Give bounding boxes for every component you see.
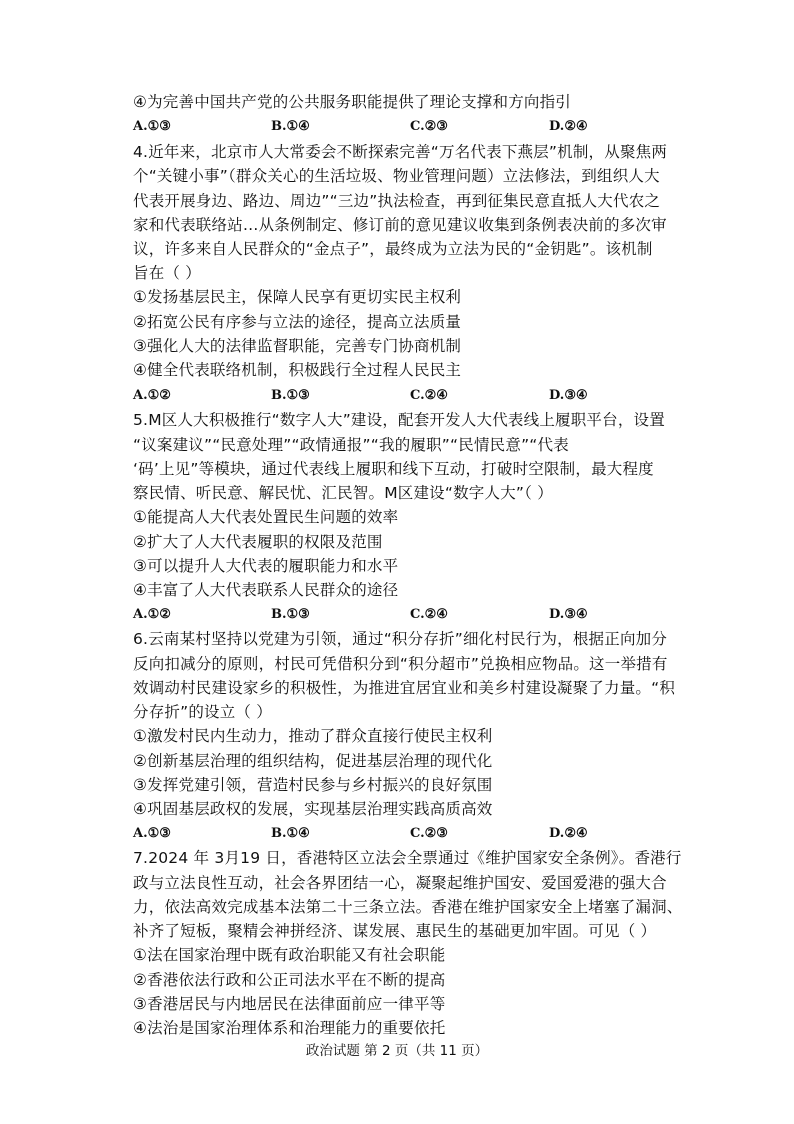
q7-stem-line-1: 7.2024 年 3月19 日，香港特区立法会全票通过《维护国家安全条例》。香港行 (133, 849, 682, 867)
q5-option-3: ③可以提升人大代表的履职能力和水平 (133, 557, 399, 575)
q7-option-1: ①法在国家治理中既有政治职能又有社会职能 (133, 946, 446, 964)
q7-stem-line-2: 政与立法良性互动，社会各界团结一心，凝聚起维护国安、爱国爱港的强大合 (133, 874, 667, 892)
q6-choice-d: D.②④ (549, 826, 588, 841)
q3-choice-b: B.①④ (271, 119, 310, 134)
q6-choice-c: C.②③ (410, 826, 448, 841)
q6-choice-b: B.①④ (271, 826, 310, 841)
q5-choice-a: A.①② (133, 607, 171, 622)
q6-option-3: ③发挥党建引领，营造村民参与乡村振兴的良好氛围 (133, 776, 493, 794)
q4-choice-a: A.①② (133, 388, 171, 403)
q4-option-1: ①发扬基层民主，保障人民享有更切实民主权利 (133, 288, 462, 306)
q5-stem-line-4: 察民情、听民意、解民忧、汇民智。M区建设“数字人大”（ ） (133, 484, 553, 502)
q4-choice-c: C.②④ (410, 388, 448, 403)
q5-choice-c: C.②④ (410, 607, 448, 622)
q6-stem-line-2: 反向扣减分的原则，村民可凭借积分到“积分超市”兑换相应物品。这一举措有 (133, 655, 668, 673)
q6-option-2: ②创新基层治理的组织结构，促进基层治理的现代化 (133, 752, 493, 770)
q5-stem-line-3: ‘码’上见”等模块，通过代表线上履职和线下互动，打破时空限制，最大程度 (133, 460, 654, 478)
page-footer: 政治试题 第 2 页（共 11 页） (305, 1043, 489, 1059)
q7-option-4: ④法治是国家治理体系和治理能力的重要依托 (133, 1019, 446, 1037)
q4-stem-line-5: 议，许多来自人民群众的“金点子”，最终成为立法为民的“金钥匙”。该机制 (133, 240, 653, 258)
q4-option-3: ③强化人大的法律监督职能，完善专门协商机制 (133, 337, 462, 355)
q3-choice-a: A.①③ (133, 119, 171, 134)
q6-stem-line-3: 效调动村民建设家乡的积极性，为推进宜居宜业和美乡村建设凝聚了力量。“积 (133, 679, 676, 697)
q7-option-2: ②香港依法行政和公正司法水平在不断的提高 (133, 971, 446, 989)
q7-option-3: ③香港居民与内地居民在法律面前应一律平等 (133, 995, 446, 1013)
q4-stem-line-2: 个“关键小事”（群众关心的生活垃圾、物业管理问题）立法修法，到组织人大 (133, 167, 660, 185)
q5-choice-b: B.①③ (271, 607, 310, 622)
q4-stem-line-3: 代表开展身边、路边、周边”“三边”执法检查，再到征集民意直抵人大代农之 (133, 192, 661, 210)
q3-option-4: ④为完善中国共产党的公共服务职能提供了理论支撑和方向指引 (133, 93, 571, 111)
q7-stem-line-3: 力，依法高效完成基本法第二十三条立法。香港在维护国家安全上堵塞了漏洞、 (133, 898, 683, 916)
q5-choice-d: D.③④ (549, 607, 588, 622)
q4-choice-d: D.③④ (549, 388, 588, 403)
q5-option-2: ②扩大了人大代表履职的权限及范围 (133, 533, 383, 551)
q5-stem-line-1: 5.M区人大积极推行“数字人大”建设，配套开发人大代表线上履职平台，设置 (133, 411, 665, 429)
q3-choice-c: C.②③ (410, 119, 448, 134)
q4-stem-line-6: 旨在（ ） (133, 264, 201, 282)
q4-stem-line-1: 4.近年来，北京市人大常委会不断探索完善“万名代表下燕层”机制，从聚焦两 (133, 143, 668, 161)
q6-choice-a: A.①③ (133, 826, 171, 841)
q6-option-4: ④巩固基层政权的发展，实现基层治理实践高质高效 (133, 800, 493, 818)
q7-stem-line-4: 补齐了短板，聚精会神拼经济、谋发展、惠民生的基础更加牢固。可见（ ） (133, 922, 657, 940)
q6-option-1: ①激发村民内生动力，推动了群众直接行使民主权利 (133, 727, 493, 745)
q3-choice-d: D.②④ (549, 119, 588, 134)
q4-option-4: ④健全代表联络机制，积极践行全过程人民民主 (133, 361, 462, 379)
q4-choice-b: B.①③ (271, 388, 310, 403)
q5-stem-line-2: “议案建议”“民意处理”“政情通报”“我的履职”“民情民意”“代表 (133, 436, 569, 454)
q5-option-1: ①能提高人大代表处置民生问题的效率 (133, 508, 399, 526)
q4-option-2: ②拓宽公民有序参与立法的途径，提高立法质量 (133, 313, 462, 331)
q4-stem-line-4: 家和代表联络站…从条例制定、修订前的意见建议收集到条例表决前的多次审 (133, 216, 667, 234)
q5-option-4: ④丰富了人大代表联系人民群众的途径 (133, 581, 399, 599)
q6-stem-line-1: 6.云南某村坚持以党建为引领，通过“积分存折”细化村民行为，根据正向加分 (133, 630, 668, 648)
q6-stem-line-4: 分存折”的设立（ ） (133, 703, 272, 721)
